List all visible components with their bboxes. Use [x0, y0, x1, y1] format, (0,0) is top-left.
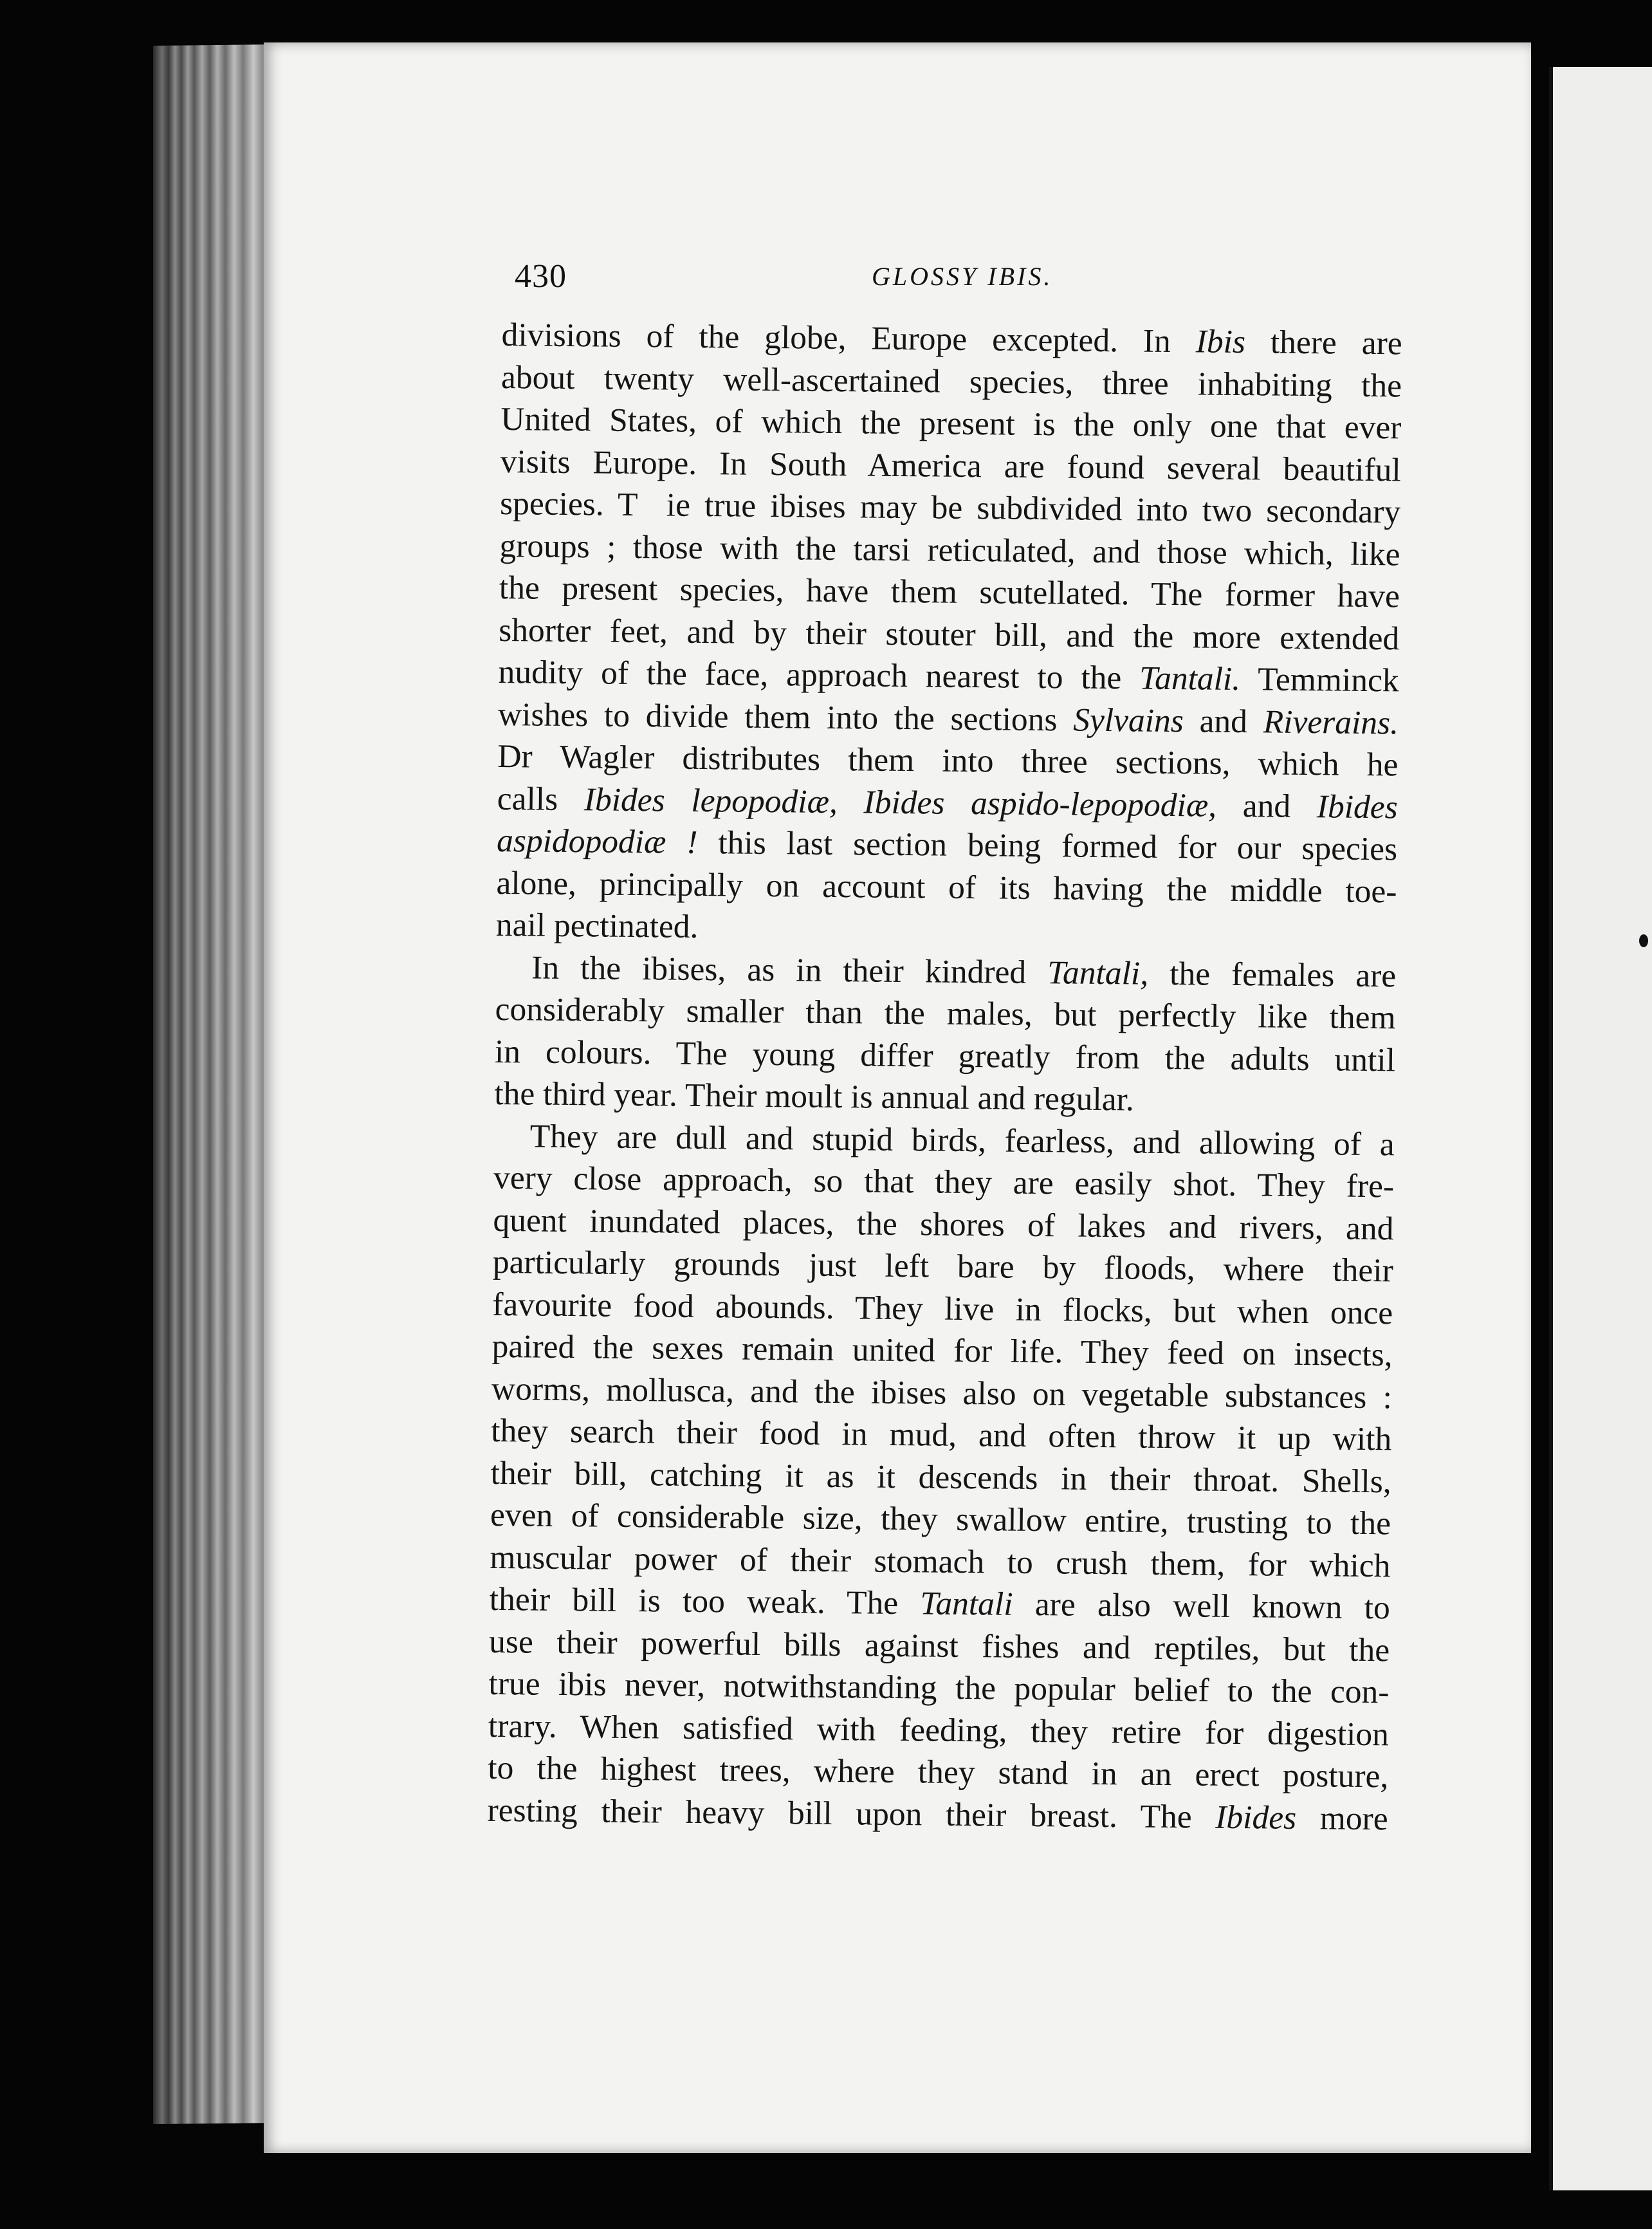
italic-term: Riverains. — [1263, 703, 1399, 741]
text-run: Temminck — [1240, 661, 1399, 699]
text-run: muscular power of their stomach to crush them, for which — [490, 1539, 1391, 1584]
scan-speck — [1639, 934, 1648, 947]
text-run: there are — [1245, 324, 1402, 362]
italic-term: Tantali. — [1139, 660, 1241, 698]
italic-term: Tantali, — [1047, 954, 1149, 992]
text-run: they search their food in mud, and often throw it up with — [491, 1412, 1392, 1458]
text-run: visits Europe. In South America are found several beautiful — [500, 443, 1402, 488]
text-run: the third year. Their moult is annual and regular. — [494, 1075, 1135, 1118]
body-text — [487, 314, 1402, 1840]
text-run: in colours. The young differ greatly from the adults until — [494, 1033, 1396, 1078]
text-run: this last section being formed for our species — [697, 824, 1398, 868]
page-number: 430 — [515, 258, 567, 295]
page-edges — [153, 44, 275, 2124]
text-run: and — [1183, 702, 1264, 740]
running-head: GLOSSY IBIS. — [872, 262, 1053, 291]
text-run: Dr Wagler distributes them into three sections, which he — [497, 737, 1399, 784]
text-run: to the highest trees, where they stand in an erect posture, — [488, 1749, 1389, 1795]
text-run: quent inundated places, the shores of lakes and rivers, and — [493, 1201, 1394, 1247]
text-run: paired the sexes remain united for life. They feed on insects, — [491, 1327, 1393, 1374]
text-line — [487, 1789, 1388, 1840]
text-run: shorter feet, and by their stouter bill, and the more extended — [499, 611, 1400, 657]
text-run: divisions of the globe, Europe excepted. In — [501, 316, 1197, 360]
page-header — [515, 257, 1415, 302]
italic-term: Sylvains — [1072, 701, 1184, 739]
text-run: are also well known to — [1013, 1586, 1391, 1627]
text-run: United States, of which the present is the only one that ever — [500, 400, 1402, 447]
text-run: even of considerable size, they swallow entire, trusting to the — [490, 1496, 1391, 1542]
text-run: favourite food abounds. They live in flocks, but when once — [491, 1286, 1393, 1331]
text-run: and — [1216, 787, 1317, 825]
text-run: their bill, catching it as it descends in their throat. Shells, — [490, 1454, 1391, 1500]
text-run: more — [1296, 1799, 1388, 1837]
text-run: worms, mollusca, and the ibises also on vegetable substances : — [491, 1370, 1393, 1416]
text-run: resting their heavy bill upon their breast. The — [487, 1791, 1216, 1836]
italic-term: Tantali — [920, 1585, 1013, 1623]
text-run: nudity of the face, approach nearest to the — [498, 653, 1140, 697]
italic-term: Ibides lepopodiæ, — [583, 781, 838, 820]
text-run: the present species, have them scutellated. The former have — [499, 569, 1400, 615]
text-run: considerably smaller than the males, but perfectly like them — [495, 990, 1396, 1037]
italic-term: Ibis — [1195, 323, 1246, 361]
text-run: their bill is too weak. The — [489, 1580, 921, 1622]
text-run: calls — [497, 780, 585, 818]
italic-term: Ibides — [1316, 788, 1399, 826]
text-run: true ibis never, notwithstanding the popular belief to the con- — [488, 1665, 1390, 1711]
text-run: alone, principally on account of its having the middle toe- — [496, 864, 1397, 910]
text-run: about twenty well-ascertained species, three inhabiting the — [500, 358, 1402, 404]
text-run: wishes to divide them into the sections — [497, 696, 1074, 739]
text-run: very close approach, so that they are easily shot. They fre- — [493, 1159, 1395, 1205]
text-run: use their powerful bills against fishes and reptiles, but the — [488, 1623, 1390, 1669]
italic-term: Ibides aspido-lepopodiæ, — [863, 783, 1217, 824]
text-run: They are dull and stupid birds, fearless, and allowing of a — [529, 1117, 1395, 1163]
text-run: species. T ie true ibises may be subdivided into two secondary — [499, 485, 1401, 531]
text-run: trary. When satisfied with feeding, they retire for digestion — [488, 1707, 1390, 1753]
text-run — [838, 784, 864, 820]
text-run: nail pectinated. — [495, 906, 699, 945]
text-run: In the ibises, as in their kindred — [531, 948, 1048, 991]
italic-term: Ibides — [1215, 1799, 1297, 1836]
text-run: particularly grounds just left bare by floods, where their — [492, 1243, 1394, 1290]
facing-page-edge — [1549, 67, 1652, 2190]
text-run: groups ; those with the tarsi reticulated, and those which, like — [499, 527, 1400, 573]
italic-term: aspidopodiæ ! — [496, 822, 698, 861]
text-run: the females are — [1148, 955, 1397, 994]
